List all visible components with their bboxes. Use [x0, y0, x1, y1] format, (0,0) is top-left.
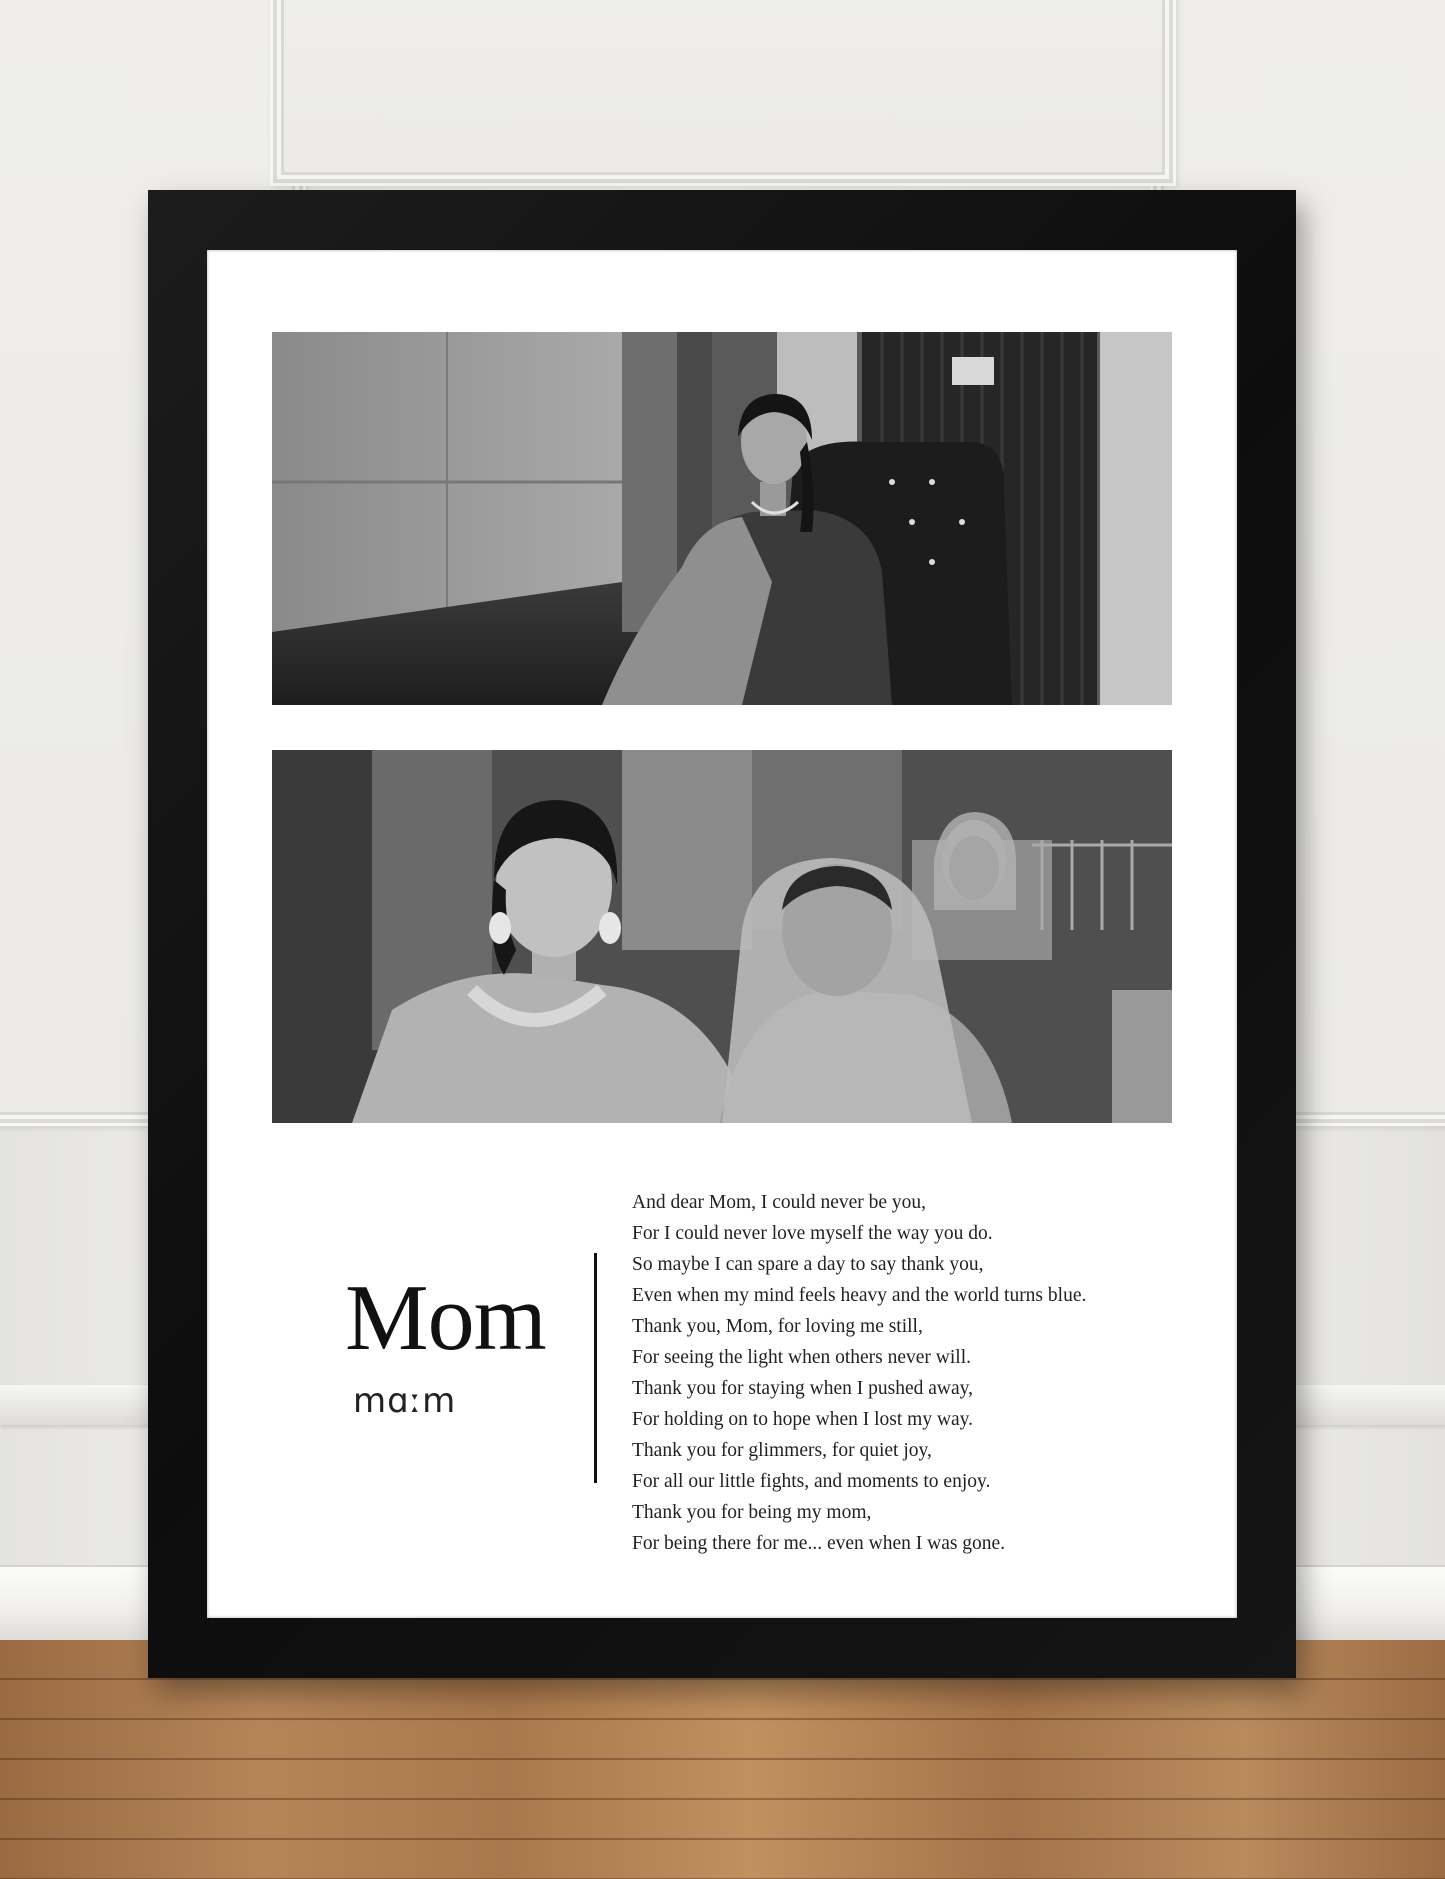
poem-line: For all our little fights, and moments to enjoy. [632, 1471, 991, 1492]
vertical-divider [594, 1253, 597, 1483]
poem-line: Even when my mind feels heavy and the world turns blue. [632, 1285, 1087, 1306]
poem-line: For holding on to hope when I lost my way. [632, 1409, 974, 1430]
phonetic-pronunciation: mɑːm [353, 1381, 457, 1421]
poem-line: Thank you for staying when I pushed away, [632, 1378, 973, 1399]
poster-title: Mom [345, 1266, 546, 1370]
poem-line: Thank you for glimmers, for quiet joy, [632, 1440, 932, 1461]
poem-line: For being there for me... even when I was gone. [632, 1533, 1006, 1554]
photo-mom-seated-image [272, 332, 1172, 705]
poem-line: For seeing the light when others never will. [632, 1347, 972, 1368]
wall-molding-top [270, 0, 1176, 186]
poem-line: Thank you for being my mom, [632, 1502, 872, 1523]
poem [632, 1187, 1222, 1559]
poem-line: And dear Mom, I could never be you, [632, 1192, 927, 1213]
poem-line: So maybe I can spare a day to say thank you, [632, 1254, 984, 1275]
poem-line: For I could never love myself the way you do. [632, 1223, 993, 1244]
poem-line: Thank you, Mom, for loving me still, [632, 1316, 923, 1337]
photo-mom-seated [272, 332, 1172, 705]
picture-frame [148, 190, 1296, 1678]
poster-mat [207, 250, 1237, 1618]
photo-mom-and-grandmother [272, 750, 1172, 1123]
photo-mom-and-grandmother-image [272, 750, 1172, 1123]
